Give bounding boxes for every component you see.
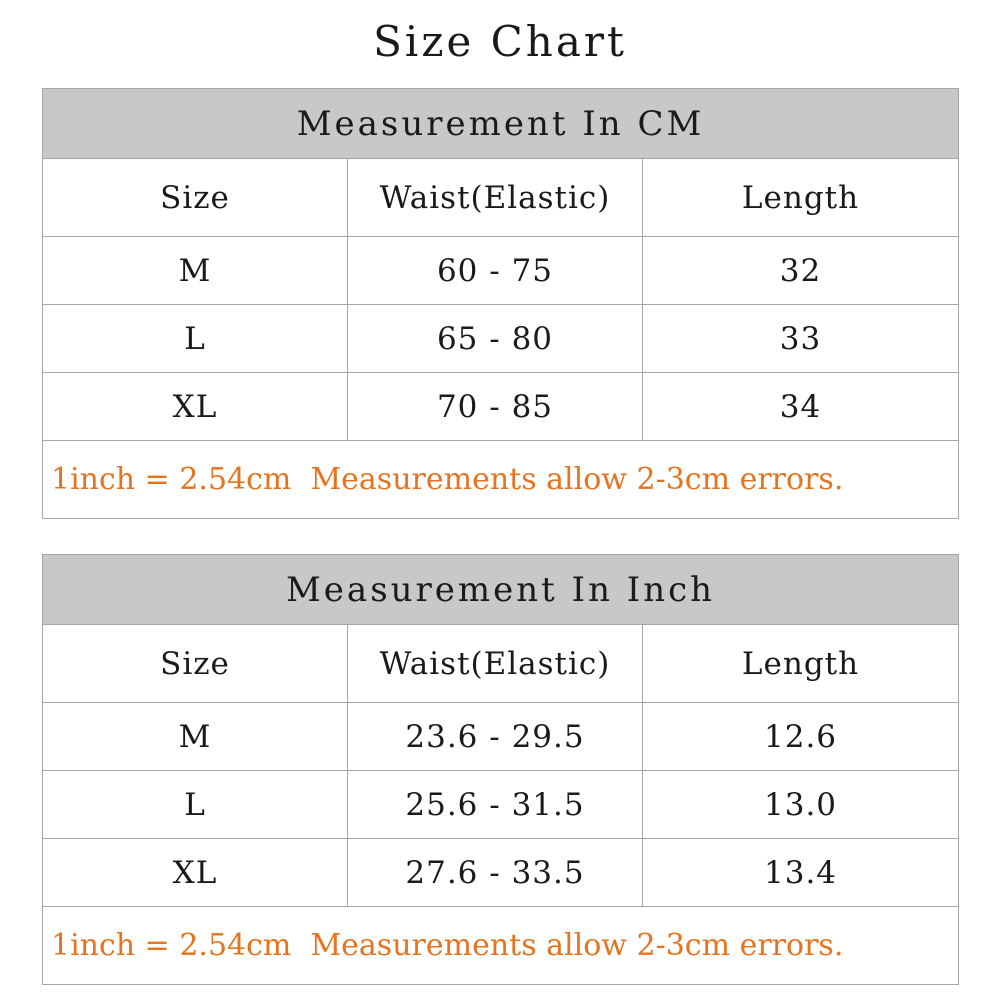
length-cell: 13.4 <box>643 839 959 907</box>
page-title: Size Chart <box>373 17 627 66</box>
column-header-length: Length <box>643 159 959 237</box>
size-table-cm <box>42 88 959 519</box>
size-cell: M <box>43 237 348 305</box>
header-row <box>43 159 959 237</box>
length-cell: 34 <box>643 373 959 441</box>
measurement-note: 1inch = 2.54cm Measurements allow 2-3cm errors. <box>43 441 959 519</box>
waist-cell: 23.6 - 29.5 <box>348 703 643 771</box>
column-header-length: Length <box>643 625 959 703</box>
table-title-row <box>43 555 959 625</box>
table-row <box>43 373 959 441</box>
table-row <box>43 771 959 839</box>
note-row <box>43 441 959 519</box>
size-table-inch <box>42 554 959 985</box>
waist-cell: 60 - 75 <box>348 237 643 305</box>
table-row <box>43 305 959 373</box>
size-cell: XL <box>43 373 348 441</box>
note-row <box>43 907 959 985</box>
header-row <box>43 625 959 703</box>
size-cell: M <box>43 703 348 771</box>
length-cell: 13.0 <box>643 771 959 839</box>
table-title: Measurement In CM <box>43 89 959 159</box>
table-row <box>43 237 959 305</box>
size-cell: XL <box>43 839 348 907</box>
length-cell: 32 <box>643 237 959 305</box>
table-title: Measurement In Inch <box>43 555 959 625</box>
column-header-waist: Waist(Elastic) <box>348 159 643 237</box>
length-cell: 33 <box>643 305 959 373</box>
column-header-size: Size <box>43 159 348 237</box>
waist-cell: 70 - 85 <box>348 373 643 441</box>
waist-cell: 65 - 80 <box>348 305 643 373</box>
measurement-note: 1inch = 2.54cm Measurements allow 2-3cm errors. <box>43 907 959 985</box>
column-header-waist: Waist(Elastic) <box>348 625 643 703</box>
table-row <box>43 839 959 907</box>
table-row <box>43 703 959 771</box>
table-title-row <box>43 89 959 159</box>
column-header-size: Size <box>43 625 348 703</box>
size-cell: L <box>43 305 348 373</box>
waist-cell: 25.6 - 31.5 <box>348 771 643 839</box>
size-cell: L <box>43 771 348 839</box>
waist-cell: 27.6 - 33.5 <box>348 839 643 907</box>
length-cell: 12.6 <box>643 703 959 771</box>
